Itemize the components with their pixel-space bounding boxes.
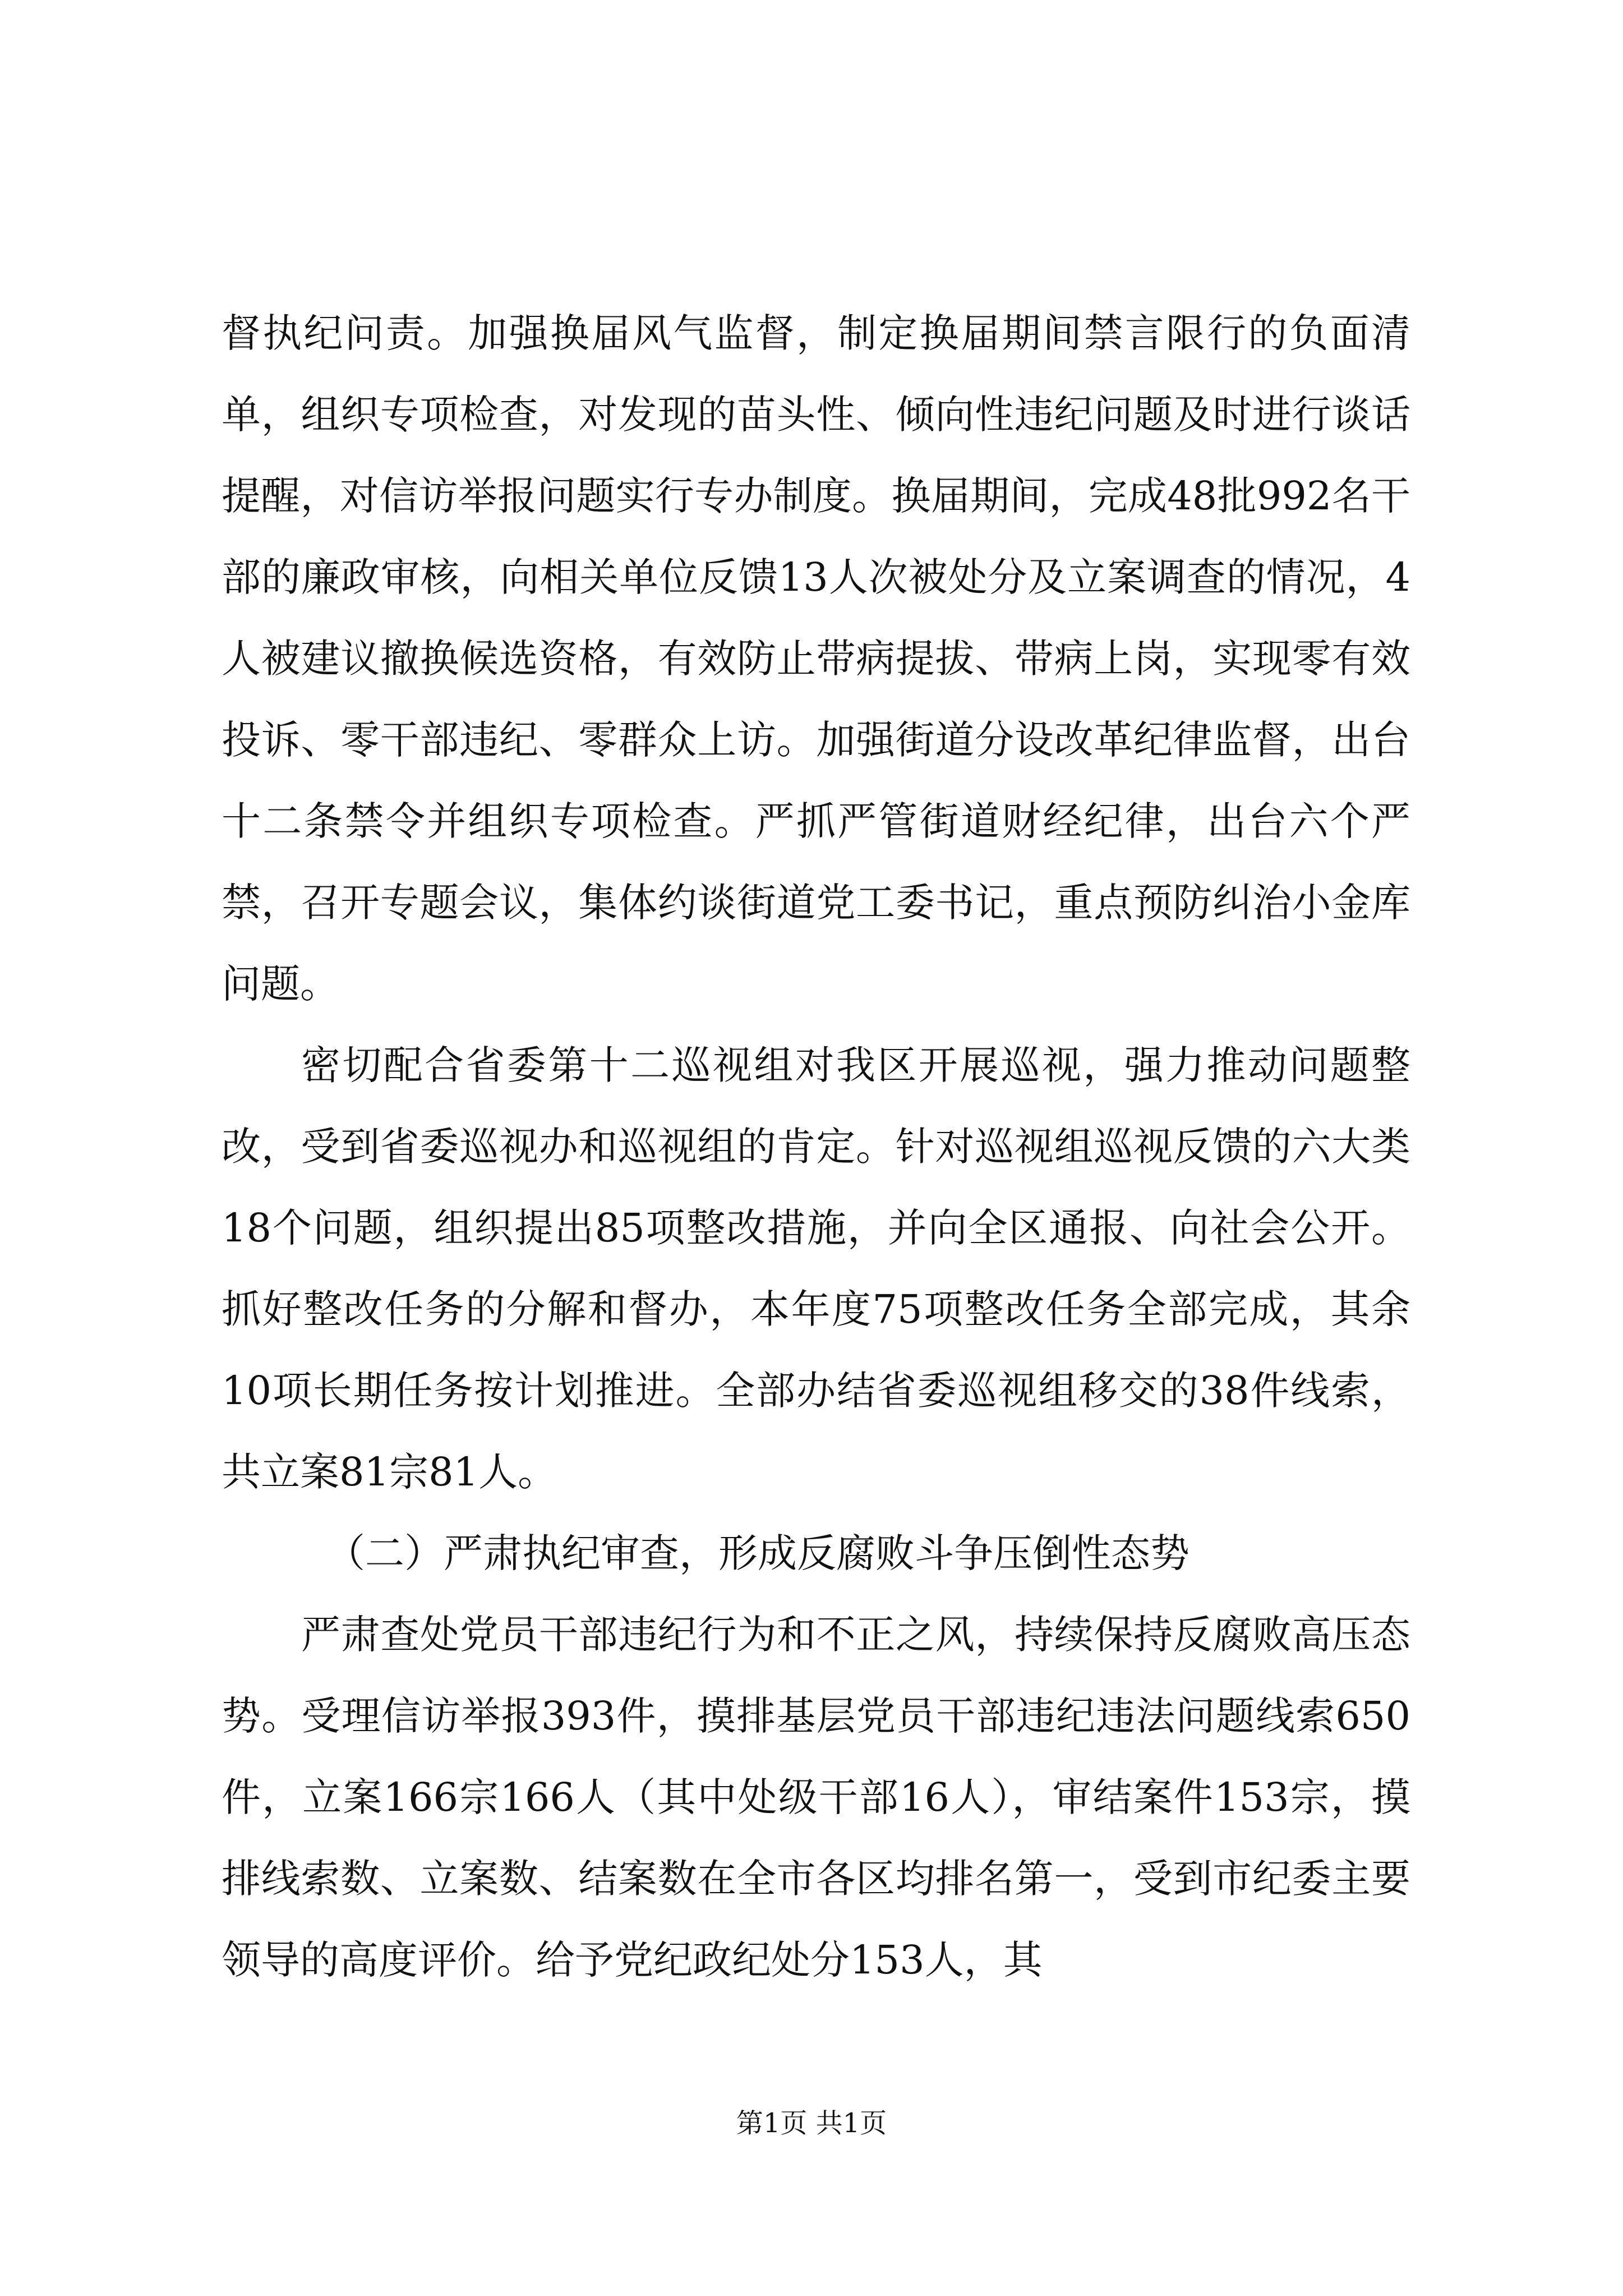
paragraph-continuation: 督执纪问责。加强换届风气监督，制定换届期间禁言限行的负面清单，组织专项检查，对发现的苗头性、倾向性违纪问题及时进行谈话提醒，对信访举报问题实行专办制度。换届期间，完成48批992名干部的廉政审核，向相关单位反馈13人次被处分及立案调查的情况，4人被建议撤换候选资格，有效防止带病提拔、带病上岗，实现零有效投诉、零干部违纪、零群众上访。加强街道分设改革纪律监督，出台十二条禁令并组织专项检查。严抓严管街道财经纪律，出台六个严禁，召开专题会议，集体约谈街道党工委书记，重点预防纠治小金库问题。 <box>222 310 1410 1007</box>
paragraph-inspection: 密切配合省委第十二巡视组对我区开展巡视，强力推动问题整改，受到省委巡视办和巡视组的肯定。针对巡视组巡视反馈的六大类18个问题，组织提出85项整改措施，并向全区通报、向社会公开。抓好整改任务的分解和督办，本年度75项整改任务全部完成，其余10项长期任务按计划推进。全部办结省委巡视组移交的38件线索，共立案81宗81人。 <box>222 1042 1410 1495</box>
page-footer: 第1页 共1页 <box>736 2108 887 2139</box>
section-heading: （二）严肃执纪审查，形成反腐败斗争压倒性态势 <box>326 1530 1189 1576</box>
document-body <box>222 293 1410 2001</box>
paragraph-discipline-review: 严肃查处党员干部违纪行为和不正之风，持续保持反腐败高压态势。受理信访举报393件，摸排基层党员干部违纪违法问题线索650件，立案166宗166人（其中处级干部16人），审结案件153宗，摸排线索数、立案数、结案数在全市各区均排名第一，受到市纪委主要领导的高度评价。给予党纪政纪处分153人，其 <box>222 1612 1410 1983</box>
